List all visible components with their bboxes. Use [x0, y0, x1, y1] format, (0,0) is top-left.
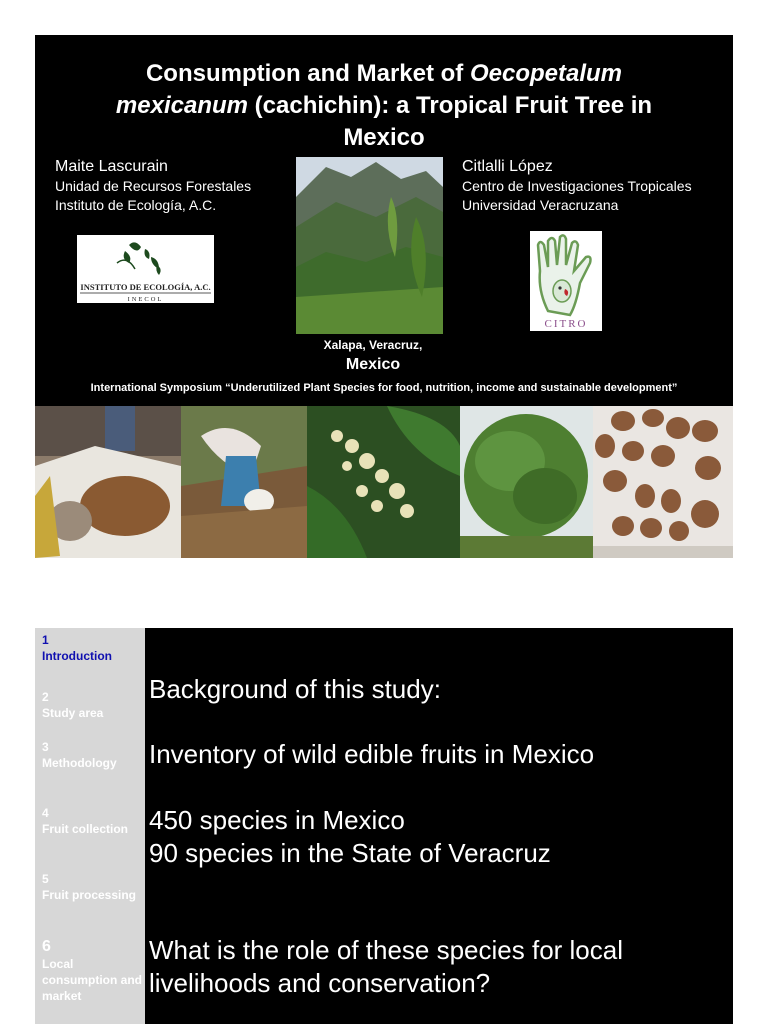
- sidebar-item-introduction[interactable]: [42, 632, 112, 664]
- sidebar-item-local-consumption[interactable]: [42, 938, 142, 1004]
- sidebar-item-number: 3: [42, 740, 49, 754]
- citro-logo: [530, 231, 602, 331]
- inecol-logo-graphic: [77, 235, 214, 303]
- background-heading: Background of this study:: [149, 674, 441, 704]
- question-line-1: What is the role of these species for local: [149, 935, 624, 965]
- fruit-sacks-photo: [35, 406, 181, 558]
- mountain-photo-graphic: [296, 157, 443, 334]
- photo-caption-country: Mexico: [345, 356, 401, 373]
- author-institution: Universidad Veracruzana: [462, 197, 619, 213]
- sidebar-item-fruit-processing[interactable]: [42, 871, 142, 903]
- inecol-logo: [77, 235, 214, 303]
- fruit-collector-photo: [181, 406, 307, 558]
- author-affiliation: Centro de Investigaciones Tropicales: [462, 178, 692, 194]
- sidebar-item-methodology[interactable]: [42, 739, 117, 771]
- seeds-photo: [593, 406, 733, 558]
- citro-logo-text: CITRO: [544, 318, 588, 330]
- inecol-logo-subtext: INECOL: [127, 296, 164, 303]
- background-slide: [35, 628, 733, 1024]
- question-line-2: livelihoods and conservation?: [149, 968, 491, 998]
- author-left: [55, 157, 251, 215]
- photo-caption-place: Xalapa, Veracruz,: [323, 338, 423, 352]
- inventory-line: Inventory of wild edible fruits in Mexico: [149, 739, 595, 769]
- sidebar-item-number: 1: [42, 633, 49, 647]
- section-sidebar: [35, 628, 145, 1024]
- author-institution: Instituto de Ecología, A.C.: [55, 197, 217, 213]
- species-mexico-line: 450 species in Mexico: [149, 805, 405, 835]
- title-slide: [35, 35, 733, 406]
- sidebar-item-number: 5: [42, 872, 49, 886]
- symposium-banner: International Symposium “Underutilized Plant Species for food, nutrition, income and sustainable development”: [90, 382, 678, 394]
- flowers-photo: [307, 406, 460, 558]
- mountain-photo: [296, 157, 443, 334]
- sidebar-item-label: Fruit collection: [42, 822, 129, 836]
- sidebar-item-label: Introduction: [42, 649, 112, 663]
- inecol-logo-text: INSTITUTO DE ECOLOGÍA, A.C.: [80, 282, 211, 292]
- sidebar-item-number: 6: [42, 938, 51, 955]
- author-right: [462, 157, 692, 215]
- author-name: Maite Lascurain: [55, 158, 168, 175]
- photo-strip: [35, 406, 733, 558]
- sidebar-item-study-area[interactable]: [42, 689, 103, 721]
- slide-title: Consumption and Market of Oecopetalum mexicanum (cachichin): a Tropical Fruit Tree in Mexico: [115, 60, 653, 151]
- sidebar-item-number: 4: [42, 806, 49, 820]
- sidebar-item-fruit-collection[interactable]: [42, 805, 142, 837]
- sidebar-item-label: Local consumption and market: [42, 957, 142, 1003]
- species-veracruz-line: 90 species in the State of Veracruz: [149, 838, 551, 868]
- sidebar-item-label: Methodology: [42, 756, 117, 770]
- sidebar-item-label: Fruit processing: [42, 888, 137, 902]
- author-affiliation: Unidad de Recursos Forestales: [55, 178, 252, 194]
- citro-logo-graphic: [530, 231, 602, 331]
- author-name: Citlalli López: [462, 158, 553, 175]
- sidebar-item-number: 2: [42, 690, 49, 704]
- sidebar-item-label: Study area: [42, 706, 104, 720]
- tree-photo: [460, 406, 593, 558]
